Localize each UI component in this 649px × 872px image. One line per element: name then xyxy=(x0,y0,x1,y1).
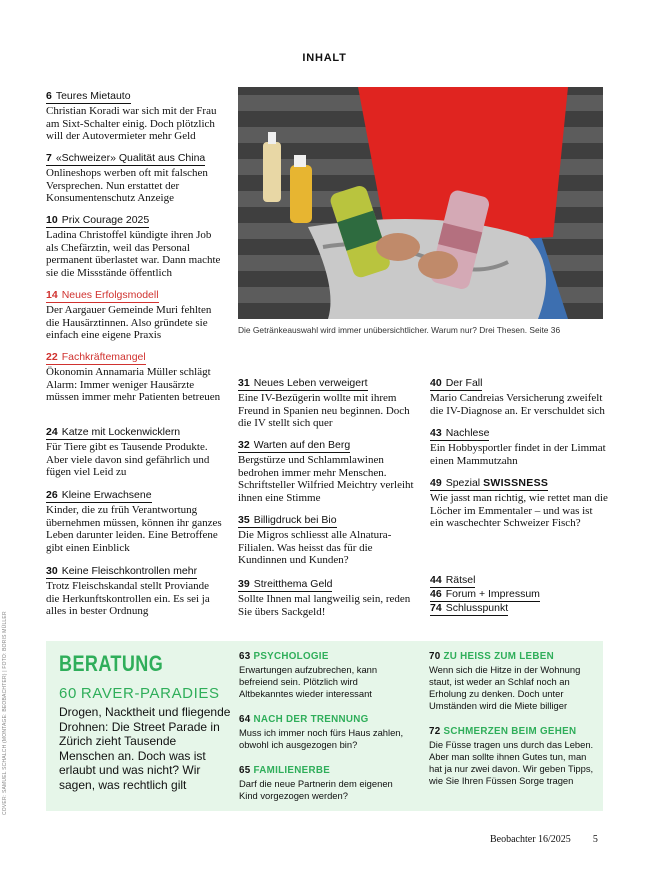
toc-entry-title[interactable]: 43 Nachlese xyxy=(430,427,490,439)
page-footer xyxy=(490,834,598,845)
toc-entry[interactable] xyxy=(46,561,224,618)
toc-entry-text: Sollte Ihnen mal langweilig sein, reden Sie übers Sackgeld! xyxy=(238,593,411,618)
toc-entry-spezial[interactable] xyxy=(430,473,608,530)
beratung-item-title[interactable]: 63 PSYCHOLOGIE xyxy=(239,651,329,662)
toc-entry[interactable] xyxy=(46,347,224,404)
toc-entry-text: Ladina Christoffel kündigte ihren Job als Chefärztin, weil das Personal permanent überlastet war. Dann machte sie die Missstände öffentlich xyxy=(46,229,221,279)
beratung-item-title[interactable]: 70 ZU HEISS ZUM LEBEN xyxy=(429,651,554,662)
toc-entry-text: Eine IV-Bezügerin wollte mit ihrem Freund in Spanien neu beginnen. Doch die IV stellt sich quer xyxy=(238,392,410,430)
beratung-item-text: Erwartungen aufzubrechen, kann befreiend sein. Plötzlich wird Altbekanntes wieder interessant xyxy=(239,664,378,699)
publication-issue: Beobachter 16/2025 xyxy=(490,834,571,845)
spezial-name: SWISSNESS xyxy=(483,477,549,489)
toc-entry-text: Für Tiere gibt es Tausende Produkte. Aber viele davon sind gefährlich und fügen viel Leid zu xyxy=(46,441,210,479)
toc-entry-title[interactable]: 24 Katze mit Lockenwicklern xyxy=(46,426,181,438)
beratung-item-title[interactable]: 65 FAMILIENERBE xyxy=(239,765,331,776)
beratung-item[interactable] xyxy=(239,651,409,700)
toc-entry-title[interactable]: 10 Prix Courage 2025 xyxy=(46,214,150,226)
short-list-item[interactable]: 74 Schlusspunkt xyxy=(430,602,509,614)
toc-entry[interactable] xyxy=(430,373,608,417)
toc-entry[interactable] xyxy=(238,373,418,430)
toc-entry[interactable] xyxy=(46,285,224,342)
toc-entry-title[interactable]: 49 Spezial SWISSNESS xyxy=(430,477,549,489)
beratung-item-text: Darf die neue Partnerin dem eigenen Kind vorgezogen werden? xyxy=(239,778,393,801)
toc-entry-title[interactable]: 40 Der Fall xyxy=(430,377,483,389)
beratung-item[interactable] xyxy=(429,651,599,712)
toc-entry-title[interactable]: 7 «Schweizer» Qualität aus China xyxy=(46,152,206,164)
toc-entry-title[interactable]: 31 Neues Leben verweigert xyxy=(238,377,368,389)
beratung-item-text: Die Füsse tragen uns durch das Leben. Aber man sollte ihnen Gutes tun, man hat ja nur zwei davon. Wir geben Tipps, wie Sie Ihren Füssen Sorge tragen xyxy=(429,739,594,786)
toc-entry-title[interactable]: 30 Keine Fleischkontrollen mehr xyxy=(46,565,198,577)
beratung-section xyxy=(46,641,603,811)
toc-entry-text: Kinder, die zu früh Verantwortung übernehmen müssen, können ihr ganzes Leben darunter leiden. Eine Betroffene gibt einen Einblick xyxy=(46,504,222,554)
toc-entry[interactable] xyxy=(46,86,224,143)
beratung-item[interactable] xyxy=(239,765,409,802)
photo-credit: COVER: SAMUEL SCHALCH (MONTAGE: BEOBACHTER) | FOTO: BORIS MÜLLER xyxy=(2,611,8,815)
toc-entry-title[interactable]: 39 Streitthema Geld xyxy=(238,578,333,590)
toc-entry[interactable] xyxy=(46,210,224,279)
page-header: INHALT xyxy=(302,52,347,64)
toc-entry-text: Die Migros schliesst alle Alnatura-Filialen. Was heisst das für die Kundinnen und Kunden? xyxy=(238,529,392,567)
photo-caption: Die Getränkeauswahl wird immer unübersichtlicher. Warum nur? Drei Thesen. Seite 36 xyxy=(238,325,561,335)
beratung-main-entry[interactable] xyxy=(59,685,234,792)
toc-entry-text: Trotz Fleischskandal stellt Proviande die Herkunftskontrollen ein. Es sei ja alles in bester Ordnung xyxy=(46,580,210,618)
beratung-item-title[interactable]: 64 NACH DER TRENNUNG xyxy=(239,714,369,725)
toc-entry[interactable] xyxy=(238,435,418,504)
beratung-item[interactable] xyxy=(429,726,599,787)
toc-entry-title[interactable]: 26 Kleine Erwachsene xyxy=(46,489,152,501)
toc-entry-title[interactable]: 6 Teures Mietauto xyxy=(46,90,131,102)
short-list-item[interactable]: 44 Rätsel xyxy=(430,574,476,586)
toc-entry-text: Wie jasst man richtig, wie rettet man die Löcher im Emmentaler – und was ist ein waschechter Schweizer Fisch? xyxy=(430,492,608,530)
beratung-item-title[interactable]: 72 SCHMERZEN BEIM GEHEN xyxy=(429,726,577,737)
toc-entry[interactable] xyxy=(238,574,418,618)
toc-entry-title[interactable]: 32 Warten auf den Berg xyxy=(238,439,351,451)
short-list xyxy=(430,574,540,616)
cover-photo xyxy=(238,87,603,319)
toc-entry-text: Bergstürze und Schlammlawinen bedrohen immer mehr Menschen. Schriftsteller Wilfried Meichtry verleiht ihnen eine Stimme xyxy=(238,454,414,504)
toc-entry-text: Christian Koradi war sich mit der Frau am Sixt-Schalter einig. Doch plötzlich will der Autovermieter mehr Geld xyxy=(46,105,217,143)
beratung-label: BERATUNG xyxy=(59,651,164,676)
photo-illustration xyxy=(238,87,603,319)
toc-entry-title[interactable]: 22 Fachkräftemangel xyxy=(46,351,146,363)
toc-entry-text: Mario Candreias Versicherung zweifelt die IV-Diagnose an. Er verschuldet sich xyxy=(430,392,605,417)
toc-entry[interactable] xyxy=(238,510,418,567)
toc-entry-text: Ökonomin Annamaria Müller schlägt Alarm: Immer weniger Hausärzte müssen immer mehr Patienten betreuen xyxy=(46,366,221,404)
toc-entry[interactable] xyxy=(46,422,224,479)
toc-entry-text: Onlineshops werben oft mit falschen Versprechen. Nun erstattet der Konsumentenschutz Anzeige xyxy=(46,167,208,205)
toc-entry-text: Der Aargauer Gemeinde Muri fehlten die Hausärztinnen. Also gründete sie einfach eine eigene Praxis xyxy=(46,304,212,342)
beratung-item-text: Wenn sich die Hitze in der Wohnung staut, ist weder an Schlaf noch an Erholung zu denken. Doch unter Umständen wird die Miete billiger xyxy=(429,664,581,711)
toc-entry-text: Ein Hobbysportler findet in der Limmat einen Mammutzahn xyxy=(430,442,606,467)
toc-entry-title[interactable]: 14 Neues Erfolgsmodell xyxy=(46,289,159,301)
page-number: 5 xyxy=(592,834,598,845)
short-list-item[interactable]: 46 Forum + Impressum xyxy=(430,588,540,600)
toc-entry[interactable] xyxy=(430,423,608,467)
beratung-main-title[interactable]: 60 RAVER-PARADIES xyxy=(59,685,220,702)
beratung-main-text: Drogen, Nacktheit und fliegende Drohnen: Die Street Parade in Zürich zieht Tausende Menschen an. Doch was ist erlaubt und was nicht? Wir sagen, was rechtlich gilt xyxy=(59,705,231,792)
toc-entry-title[interactable]: 35 Billigdruck bei Bio xyxy=(238,514,337,526)
toc-entry[interactable] xyxy=(46,148,224,205)
beratung-item-text: Muss ich immer noch fürs Haus zahlen, obwohl ich ausgezogen bin? xyxy=(239,727,404,750)
beratung-item[interactable] xyxy=(239,714,409,751)
toc-entry[interactable] xyxy=(46,485,224,554)
